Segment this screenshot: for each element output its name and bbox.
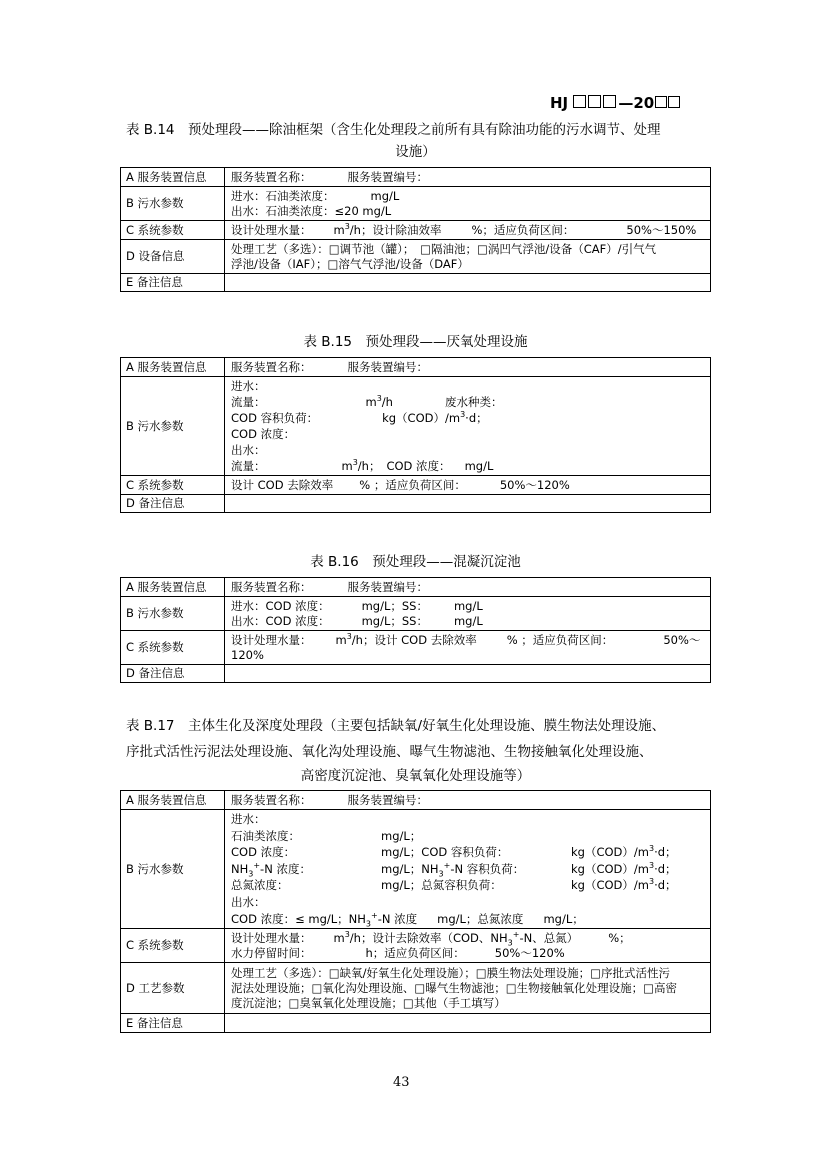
nh-load-sub: 3 [438,869,444,879]
process-options-line2: 泥法处理设施；□氧化沟处理设施、□曝气生物滤池；□生物接触氧化处理设施；□高密 [231,980,677,995]
cod-load-unit: kg（COD）/m [571,845,649,860]
outlet-nh-label: -N 浓度 [377,911,418,926]
flow-unit-sup: 3 [344,929,350,939]
row-label-d: D 工艺参数 [121,963,225,1014]
standard-code: HJ [550,94,569,112]
wastewater-params-cell [225,597,711,631]
inlet-label: 进水： [231,812,266,826]
system-params-cell [225,631,711,665]
load-range-value: 50%～150% [626,222,697,237]
design-flow-label: 设计处理水量： [231,930,312,945]
table-b16-caption: 表 B.16 预处理段——混凝沉淀池 [310,554,521,570]
inlet-label: 进水： [231,379,266,393]
removal-nh-sup: + [512,929,520,939]
row-label-b: B 污水参数 [121,187,225,221]
row-label-a: A 服务装置信息 [121,791,225,810]
process-options-line2: 浮池/设备（IAF）；□溶气气浮池/设备（DAF） [231,256,469,271]
load-range-label: %；适应负荷区间： [471,222,575,237]
wastewater-params-cell [225,810,711,929]
cod-load-sup: 3 [648,844,655,854]
device-code-label: 服务装置编号： [347,792,428,807]
nh-load-label: -N 容积负荷： [450,861,525,876]
removal-nh-sub: 3 [507,937,513,947]
waste-type-label: 废水种类： [444,395,503,409]
table-b17-caption-line1: 表 B.17 主体生化及深度处理段（主要包括缺氧/好氧生化处理设施、膜生物法处理设施、 [126,718,666,734]
outlet-cod-label: 出水：COD 浓度： [231,613,330,628]
year-box-2 [668,96,680,108]
nh-sup: + [253,860,261,870]
outlet-nh-sup: + [371,910,378,920]
flow-unit: m [333,222,345,237]
cod-load-label: COD 容积负荷： [231,411,319,425]
cod-removal-label: /h；设计 COD 去除效率 [351,632,477,647]
removal-eff-unit: %； [608,930,631,945]
oil-conc-unit: mg/L； [381,828,422,843]
row-label-c: C 系统参数 [121,476,225,495]
cod-conc-label: COD 浓度： [231,427,296,441]
outlet-cod-label: COD 浓度： [386,459,451,473]
device-code-label: 服务装置编号： [347,169,428,184]
flow-unit: m [365,395,377,409]
nh-load-unit-day: ·d； [654,861,677,876]
table-b17-caption-line2: 序批式活性污泥法处理设施、氧化沟处理设施、曝气生物滤池、生物接触氧化处理设施、 [126,744,653,760]
row-label-b: B 污水参数 [121,810,225,929]
table-b14 [120,167,711,292]
outlet-ss-label: mg/L；SS： [361,613,428,628]
cod-load-label: mg/L；COD 容积负荷： [381,845,509,860]
cod-load-sup: 3 [460,410,466,420]
remarks-cell [225,495,711,513]
nh-conc-label: -N 浓度： [260,861,311,876]
outlet-cod-unit: mg/L [464,459,494,473]
table-b15-caption: 表 B.15 预处理段——厌氧处理设施 [303,334,528,350]
row-label-b: B 污水参数 [121,597,225,631]
cod-load-unit-day: ·d； [654,845,677,860]
year-box-1 [655,96,667,108]
outlet-label: 出水： [231,443,266,457]
device-name-label: 服务装置名称： [231,792,312,807]
flow-unit-per-hour: /h [381,395,393,409]
cod-conc-label: COD 浓度： [231,845,296,860]
outlet-label: 出水： [231,894,266,909]
tn-conc-label: 总氮浓度： [231,878,289,893]
table-b14-caption-line1: 表 B.14 预处理段——除油框架（含生化处理段之前所有具有除油功能的污水调节、处理 [126,122,661,138]
process-options-line1: 处理工艺（多选）：□缺氧/好氧生化处理设施）；□膜生物法处理设施；□序批式活性污 [231,965,670,980]
table-b15 [120,357,711,513]
table-b17-caption-line3: 高密度沉淀池、臭氧氧化处理设施等） [300,768,531,784]
hrt-label: 水力停留时间： [231,945,312,960]
table-b14-caption-line2: 设施） [395,144,436,160]
load-range-value: 50%～120% [494,945,565,960]
outlet-oil-value: ≤20 mg/L [334,203,392,218]
outlet-tn-label: mg/L；总氮浓度 [437,911,524,926]
blank-box-3 [603,95,616,108]
service-device-cell [225,791,711,810]
nh-load-unit-sup: 3 [648,860,655,870]
row-label-c: C 系统参数 [121,631,225,665]
load-range-label: h；适应负荷区间： [365,945,465,960]
page-number: 43 [393,1075,410,1090]
system-params-cell [225,929,711,963]
nh-load-unit: kg（COD）/m [571,861,649,876]
row-label-c: C 系统参数 [121,929,225,963]
remarks-cell [225,665,711,683]
outlet-tn-unit: mg/L； [543,911,584,926]
remarks-cell [225,274,711,292]
table-b16 [120,577,711,683]
inlet-ss-unit: mg/L [453,598,483,613]
service-device-cell [225,358,711,377]
tn-load-unit: kg（COD）/m [571,878,649,893]
inlet-cod-label: 进水：COD 浓度： [231,598,330,613]
outlet-flow-sup: 3 [352,458,358,468]
outlet-oil-label: 出水：石油类浓度： [231,203,335,218]
process-options-line1: 处理工艺（多选）：□调节池（罐）； □隔油池；□涡凹气浮池/设备（CAF）/引气气 [231,241,657,256]
row-label-d: D 设备信息 [121,240,225,274]
row-label-a: A 服务装置信息 [121,578,225,597]
row-label-b: B 污水参数 [121,377,225,476]
nh-load-sup: + [443,860,451,870]
cod-removal-label: 设计 COD 去除效率 [231,477,334,492]
row-label-d: D 备注信息 [121,665,225,683]
row-label-a: A 服务装置信息 [121,168,225,187]
system-params-cell [225,221,711,240]
remarks-cell [225,1014,711,1033]
nh-sub: 3 [248,869,254,879]
removal-eff-label-end: -N、总氮） [519,930,579,945]
inlet-oil-unit: mg/L [370,188,400,203]
load-range-value-end: 120% [231,647,264,662]
device-code-label: 服务装置编号： [347,359,428,374]
removal-eff-label: /h；设计去除效率（COD、NH [349,930,508,945]
flow-unit: m [335,632,347,647]
device-name-label: 服务装置名称： [231,169,312,184]
outlet-flow-unit-hour: /h； [357,459,381,473]
cod-load-unit: kg（COD）/m [382,411,461,425]
year-prefix: —20 [618,94,655,112]
nh-symbol: NH [231,861,249,876]
outlet-flow-label: 流量： [231,459,266,473]
device-name-label: 服务装置名称： [231,579,312,594]
row-label-e: E 备注信息 [121,1014,225,1033]
flow-unit-sup: 3 [344,221,350,231]
flow-unit: m [333,930,345,945]
load-range-label: % ；适应负荷区间： [506,632,614,647]
service-device-cell [225,168,711,187]
row-label-e: E 备注信息 [121,274,225,292]
tn-load-label: mg/L；总氮容积负荷： [381,878,502,893]
equipment-info-cell [225,240,711,274]
outlet-cod-label: COD 浓度：≤ mg/L；NH [231,911,366,926]
table-b17 [120,790,711,1033]
load-range-label: % ；适应负荷区间： [359,477,466,492]
cod-load-unit-day: ·d； [465,411,488,425]
device-name-label: 服务装置名称： [231,359,312,374]
design-flow-label: 设计处理水量： [231,632,312,647]
outlet-flow-unit: m [341,459,353,473]
load-range-value: 50%～120% [499,477,570,492]
load-range-value-start: 50%～ [663,632,701,647]
tn-load-unit-day: ·d； [654,878,677,893]
inlet-ss-label: mg/L；SS： [361,598,428,613]
wastewater-params-cell [225,377,711,476]
wastewater-params-cell [225,187,711,221]
process-options-line3: 度沉淀池；□臭氧氧化处理设施；□其他（手工填写） [231,995,506,1010]
tn-load-sup: 3 [648,877,655,887]
row-label-c: C 系统参数 [121,221,225,240]
blank-box-2 [588,95,601,108]
device-code-label: 服务装置编号： [347,579,428,594]
row-label-a: A 服务装置信息 [121,358,225,377]
flow-unit-sup: 3 [376,394,382,404]
inlet-oil-label: 进水：石油类浓度： [231,188,335,203]
design-flow-label: 设计处理水量： [231,222,312,237]
system-params-cell [225,476,711,495]
flow-label: 流量： [231,395,266,409]
outlet-nh-sub: 3 [365,918,372,928]
outlet-ss-unit: mg/L [453,613,483,628]
flow-unit-sup: 3 [346,631,352,641]
document-header [550,94,710,112]
process-params-cell [225,963,711,1014]
blank-box-1 [573,95,586,108]
row-label-d: D 备注信息 [121,495,225,513]
oil-removal-label: /h；设计除油效率 [349,222,442,237]
nh-load-prefix: mg/L；NH [381,861,439,876]
oil-conc-label: 石油类浓度： [231,828,300,843]
service-device-cell [225,578,711,597]
